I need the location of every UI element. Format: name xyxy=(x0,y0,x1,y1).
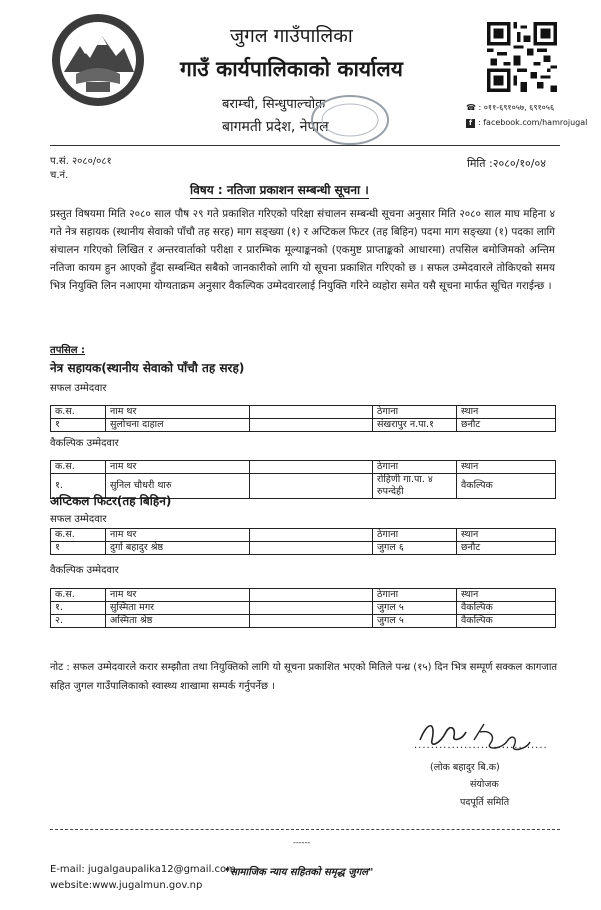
phone-number: ☎ : ०११-६९१०५७, ६९१०५६ xyxy=(466,103,555,112)
footer-divider xyxy=(50,829,560,830)
section2-alt-table xyxy=(50,588,556,628)
section2-success-table xyxy=(50,528,556,555)
reference-number: प.सं. २०८०/०८१ xyxy=(50,156,112,167)
province-line: बागमती प्रदेश, नेपाल xyxy=(222,119,329,135)
table-header-row: क.स. नाम थर ठेगाना स्थान xyxy=(51,461,556,474)
facebook-url: : facebook.com/hamrojugal xyxy=(478,118,588,127)
facebook-line xyxy=(466,118,587,128)
table-header-row: क.स. नाम थर ठेगाना स्थान xyxy=(51,529,556,542)
notice-date: मिति :२०८०/१०/०४ xyxy=(467,157,546,170)
dispatch-number: च.नं. xyxy=(50,170,69,181)
contact-email: E-mail: jugalgaupalika12@gmail.com xyxy=(50,864,236,875)
tapasil-label: तपसिल : xyxy=(50,345,85,356)
office-address-line: बराम्ची, सिन्धुपाल्चोक xyxy=(222,97,326,112)
notice-subject: विषय : नतिजा प्रकाशन सम्बन्धी सूचना । xyxy=(190,183,369,197)
office-stamp xyxy=(300,90,400,150)
table-header-row: क.स. नाम थर ठेगाना स्थान xyxy=(51,589,556,602)
section2-success-label: सफल उम्मेदवार xyxy=(50,514,107,525)
office-name: गाउँ कार्यपालिकाको कार्यालय xyxy=(180,57,403,81)
table-row: १. सुनिल चौधरी थारु रोहिणी गा.पा. ४ रुपन्देही वैकल्पिक xyxy=(51,474,556,499)
government-emblem-logo xyxy=(50,12,146,108)
col-address: ठेगाना xyxy=(373,406,457,419)
municipality-name: जुगल गाउँपालिका xyxy=(230,25,353,47)
section1-alt-label: वैकल्पिक उम्मेदवार xyxy=(50,438,119,449)
col-sn: क.स. xyxy=(51,406,106,419)
table-row: १ सुलोचना दाहाल संखरापुर न.पा.१ छनौट xyxy=(51,419,556,432)
table-row: २. अस्मिता श्रेष्ठ जुगल ५ वैकल्पिक xyxy=(51,615,556,628)
section2-alt-label: वैकल्पिक उम्मेदवार xyxy=(50,565,119,576)
municipality-slogan: "सामाजिक न्याय सहितको समृद्ध जुगल" xyxy=(225,867,374,878)
header-divider xyxy=(50,145,560,146)
signatory-committee: पदपूर्ति समिति xyxy=(460,797,510,808)
notice-body: प्रस्तुत विषयमा मिति २०८० साल पौष २९ गते प्रकाशित गरिएको परिक्षा संचालन सम्बन्धी सूचना अनुसार मिति २०८० साल माघ महिना ४ गते नेत्र सहायक (स्थानीय सेवाको पाँचौ तह सरह) माग सङ्ख्या (१) र अप्टिकल फिटर (तह बिहिन) पदमा माग सङ्ख्या (१) पदका लागि संचालन गरिएको लिखित र अन्तरवार्ताको परीक्षा र प्रारम्भिक मूल्याङ्कनको (एकमुष्ट प्राप्ताङ्कको आधारमा) तपसिल बमोजिमको अन्तिम नतिजा कायम हुन आएको हुँदा सम्बन्धित सबैको जानकारीको लागि यो सूचना प्रकाशित गरिएको छ । सफल उम्मेदवारले तोकिएको समय भित्र नियुक्ति लिन नआएमा योग्यताक्रम अनुसार वैकल्पिक उम्मेदवारलाई नियुक्ति गरिने व्यहोरा समेत यसै सूचना मार्फत सूचित गराईन्छ । xyxy=(50,208,555,292)
section1-success-label: सफल उम्मेदवार xyxy=(50,383,107,394)
signatory-title: संयोजक xyxy=(470,779,499,790)
signatory-name: (लोक बहादुर बि.क) xyxy=(430,762,500,773)
table-header-row xyxy=(51,406,556,419)
qr-code-icon xyxy=(487,22,557,92)
table-row: १ दुर्गा बहादुर श्रेष्ठ जुगल ६ छनौट xyxy=(51,542,556,555)
col-status: स्थान xyxy=(457,406,556,419)
notice-note: नोट : सफल उम्मेदवारले करार सम्झौता तथा नियुक्तिको लागि यो सूचना प्रकाशित भएको मितिले पन्ध्र (१५) दिन भित्र सम्पूर्ण सक्कल कागजात सहित जुगल गाउँपालिकाको स्वास्थ्य शाखामा सम्पर्क गर्नुपर्नेछ । xyxy=(50,662,558,692)
facebook-icon: f xyxy=(466,119,475,128)
table-row: १. सुस्मिता मगर जुगल ५ वैकल्पिक xyxy=(51,602,556,615)
signature-line: ................................ xyxy=(414,740,548,751)
section1-success-table xyxy=(50,405,556,432)
footer-dash: ------ xyxy=(293,838,311,847)
section1-title: नेत्र सहायक(स्थानीय सेवाको पाँचौ तह सरह) xyxy=(50,361,245,375)
contact-website: website:www.jugalmun.gov.np xyxy=(50,880,203,891)
section2-title: अप्टिकल फिटर(तह बिहिन) xyxy=(50,494,172,508)
col-name: नाम थर xyxy=(106,406,250,419)
